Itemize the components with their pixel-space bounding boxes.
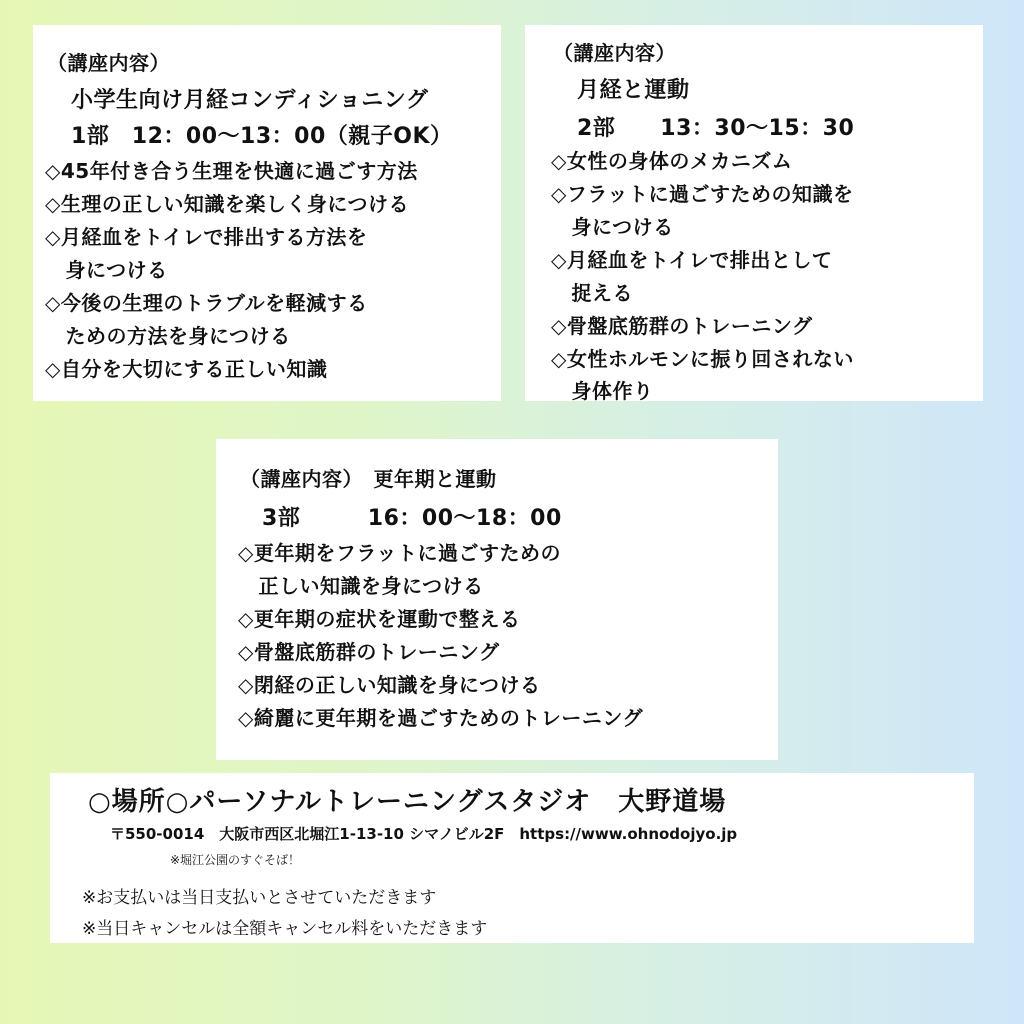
course-item: ◇生理の正しい知識を楽しく身につける: [45, 192, 409, 216]
venue-title: ○場所○パーソナルトレーニングスタジオ 大野道場: [88, 787, 727, 817]
course-item: ◇フラットに過ごすための知識を: [551, 182, 854, 206]
course-item: ◇骨盤底筋群のトレーニング: [238, 640, 500, 664]
course-item: ◇閉経の正しい知識を身につける: [238, 673, 541, 697]
course-item: ための方法を身につける: [45, 324, 291, 348]
venue-card: [50, 773, 974, 943]
course-heading: （講座内容）: [553, 41, 676, 65]
course-time: 3部 16：00～18：00: [262, 506, 562, 531]
course-item: ◇女性の身体のメカニズム: [551, 149, 793, 173]
course-item: 正しい知識を身につける: [238, 574, 484, 598]
venue-address: 〒550-0014 大阪市西区北堀江1-13-10 シマノビル2F https://www.ohnodojyo.jp: [110, 825, 738, 843]
course-card-part3: [216, 439, 778, 760]
course-item: ◇自分を大切にする正しい知識: [45, 357, 328, 381]
course-item: 捉える: [551, 281, 633, 305]
course-heading: （講座内容）: [47, 51, 170, 75]
course-card-part1: [33, 25, 501, 401]
course-time: 1部 12：00～13：00（親子OK）: [71, 124, 453, 149]
course-item: 身につける: [45, 258, 168, 282]
course-title: 小学生向け月経コンディショニング: [71, 88, 429, 113]
course-item: ◇女性ホルモンに振り回されない: [551, 347, 854, 371]
course-heading: （講座内容） 更年期と運動: [240, 467, 497, 491]
course-card-part2: [525, 25, 983, 401]
course-title: 月経と運動: [577, 78, 690, 103]
course-item: ◇更年期の症状を運動で整える: [238, 607, 521, 631]
course-item: ◇今後の生理のトラブルを軽減する: [45, 291, 368, 315]
cancel-note: ※当日キャンセルは全額キャンセル料をいただきます: [82, 919, 488, 939]
course-item: ◇骨盤底筋群のトレーニング: [551, 314, 813, 338]
course-item: 身体作り: [551, 379, 654, 403]
payment-note: ※お支払いは当日支払いとさせていただきます: [82, 888, 437, 908]
course-item: 身につける: [551, 215, 674, 239]
venue-nearby: ※堀江公園のすぐそば！: [170, 853, 301, 867]
course-time: 2部 13：30～15：30: [577, 116, 855, 141]
course-item: ◇綺麗に更年期を過ごすためのトレーニング: [238, 706, 643, 730]
course-item: ◇月経血をトイレで排出として: [551, 248, 833, 272]
course-item: ◇45年付き合う生理を快適に過ごす方法: [45, 159, 418, 183]
course-item: ◇更年期をフラットに過ごすための: [238, 541, 561, 565]
course-item: ◇月経血をトイレで排出する方法を: [45, 225, 368, 249]
